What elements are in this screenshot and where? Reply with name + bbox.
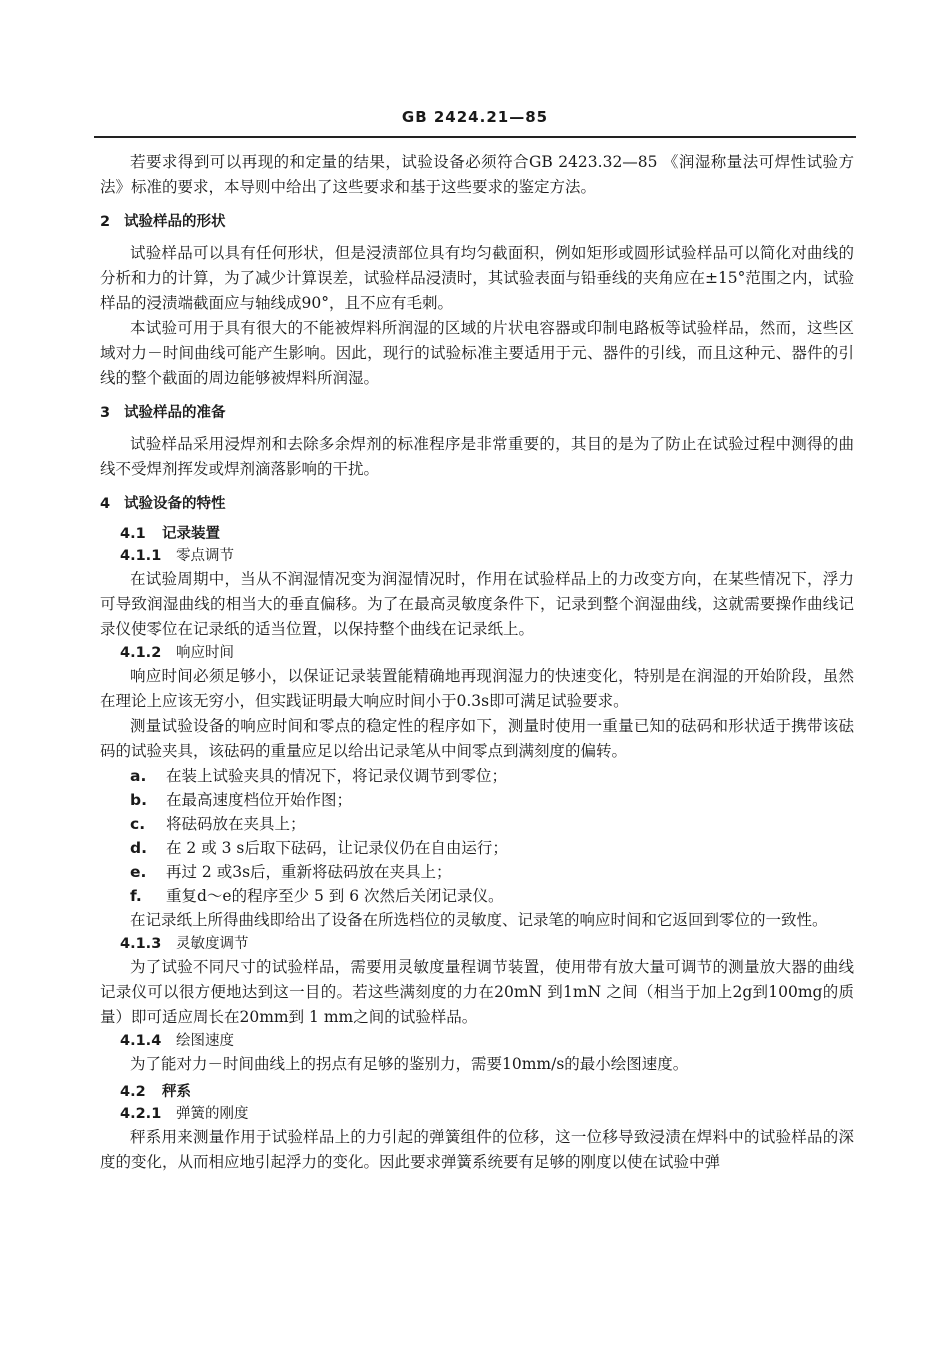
paragraph: 为了试验不同尺寸的试验样品，需要用灵敏度量程调节装置，使用带有放大量可调节的测量放大器的曲线记录仪可以很方便地达到这一目的。若这些满刻度的力在20mN 到1mN 之间（相当于加上2g到100mg的质量）即可适应周长在20mm到 1 mm之间的试验样品。: [100, 958, 854, 1026]
section-title: 秤系: [162, 1084, 191, 1100]
section-3-heading: [100, 401, 854, 426]
section-4-1-heading: [120, 523, 854, 545]
section-title: 绘图速度: [176, 1033, 234, 1049]
section-number: 3: [100, 405, 111, 421]
section-title: 弹簧的刚度: [176, 1106, 249, 1122]
section-4-1-4-heading: [120, 1030, 854, 1052]
list-item-text: 再过 2 或3s后，重新将砝码放在夹具上；: [166, 863, 452, 881]
section-title: 记录装置: [162, 526, 220, 542]
list-item-text: 在装上试验夹具的情况下，将记录仪调节到零位；: [166, 767, 508, 785]
section-number: 2: [100, 214, 111, 230]
list-item-label: a.: [130, 767, 147, 785]
list-item-label: f.: [130, 887, 142, 905]
list-item-label: d.: [130, 839, 147, 857]
section-title: 响应时间: [176, 645, 234, 661]
section-4-1-3-heading: [120, 933, 854, 955]
section-number: 4.2.1: [120, 1106, 162, 1122]
section-title: 试验设备的特性: [124, 496, 226, 512]
list-item-text: 将砝码放在夹具上；: [166, 815, 306, 833]
section-title: 零点调节: [176, 548, 234, 564]
section-title: 试验样品的形状: [124, 214, 226, 230]
section-number: 4.1.1: [120, 548, 162, 564]
header-rule: [94, 136, 856, 138]
list-item: [130, 764, 854, 788]
section-number: 4.2: [120, 1084, 146, 1100]
section-title: 灵敏度调节: [176, 936, 249, 952]
list-item-text: 在 2 或 3 s后取下砝码，让记录仪仍在自由运行；: [166, 839, 508, 857]
paragraph: 在试验周期中，当从不润湿情况变为润湿情况时，作用在试验样品上的力改变方向，在某些情况下，浮力可导致润湿曲线的相当大的垂直偏移。为了在最高灵敏度条件下，记录到整个润湿曲线，这就需要操作曲线记录仪使零位在记录纸的适当位置，以保持整个曲线在记录纸上。: [100, 570, 854, 638]
list-item: [130, 860, 854, 884]
section-4-2-1-heading: [120, 1103, 854, 1125]
list-item: [130, 836, 854, 860]
section-number: 4: [100, 496, 111, 512]
paragraph: 响应时间必须足够小，以保证记录装置能精确地再现润湿力的快速变化，特别是在润湿的开始阶段，虽然在理论上应该无穷小，但实践证明最大响应时间小于0.3s即可满足试验要求。: [100, 667, 854, 710]
paragraph: 秤系用来测量作用于试验样品上的力引起的弹簧组件的位移，这一位移导致浸渍在焊料中的试验样品的深度的变化，从而相应地引起浮力的变化。因此要求弹簧系统要有足够的刚度以使在试验中弹: [100, 1128, 854, 1171]
intro-paragraph: 若要求得到可以再现的和定量的结果，试验设备必须符合GB 2423.32—85 《润湿称量法可焊性试验方法》标准的要求，本导则中给出了这些要求和基于这些要求的鉴定方法。: [100, 153, 854, 196]
list-item-label: b.: [130, 791, 147, 809]
section-4-1-1-heading: [120, 545, 854, 567]
page-header: [0, 108, 950, 126]
paragraph: 测量试验设备的响应时间和零点的稳定性的程序如下，测量时使用一重量已知的砝码和形状适于携带该砝码的试验夹具，该砝码的重量应足以给出记录笔从中间零点到满刻度的偏转。: [100, 717, 854, 760]
list-item-label: c.: [130, 815, 146, 833]
list-item-text: 重复d～e的程序至少 5 到 6 次然后关闭记录仪。: [166, 887, 504, 905]
section-4-heading: [100, 492, 854, 517]
paragraph: 试验样品采用浸焊剂和去除多余焊剂的标准程序是非常重要的，其目的是为了防止在试验过程中测得的曲线不受焊剂挥发或焊剂滴落影响的干扰。: [100, 435, 854, 478]
section-4-1-2-heading: [120, 642, 854, 664]
section-number: 4.1: [120, 526, 146, 542]
paragraph: 试验样品可以具有任何形状，但是浸渍部位具有均匀截面积，例如矩形或圆形试验样品可以简化对曲线的分析和力的计算，为了减少计算误差，试验样品浸渍时，其试验表面与铅垂线的夹角应在±15°范围之内，试验样品的浸渍端截面应与轴线成90°，且不应有毛刺。: [100, 244, 854, 312]
list-item-label: e.: [130, 863, 147, 881]
section-number: 4.1.4: [120, 1033, 162, 1049]
paragraph: 为了能对力－时间曲线上的拐点有足够的鉴别力，需要10mm/s的最小绘图速度。: [130, 1055, 689, 1073]
list-item: [130, 884, 854, 908]
list-item: [130, 812, 854, 836]
section-2-heading: [100, 210, 854, 235]
standard-code: GB 2424.21—85: [401, 108, 549, 126]
list-item-text: 在最高速度档位开始作图；: [166, 791, 353, 809]
section-title: 试验样品的准备: [124, 405, 226, 421]
section-4-2-heading: [120, 1081, 854, 1103]
section-number: 4.1.2: [120, 645, 162, 661]
paragraph: 在记录纸上所得曲线即给出了设备在所选档位的灵敏度、记录笔的响应时间和它返回到零位的一致性。: [130, 911, 828, 929]
paragraph: 本试验可用于具有很大的不能被焊料所润湿的区域的片状电容器或印制电路板等试验样品，然而，这些区域对力－时间曲线可能产生影响。因此，现行的试验标准主要适用于元、器件的引线，而且这种元、器件的引线的整个截面的周边能够被焊料所润湿。: [100, 319, 854, 387]
list-item: [130, 788, 854, 812]
section-number: 4.1.3: [120, 936, 162, 952]
document-body: [100, 150, 854, 1175]
